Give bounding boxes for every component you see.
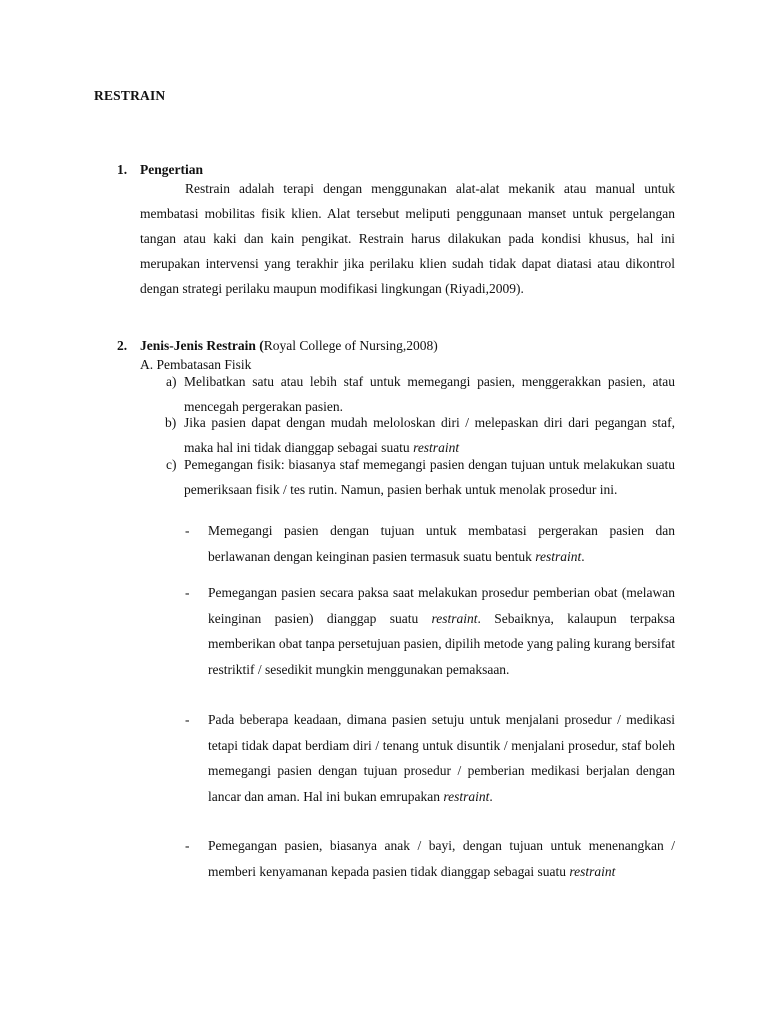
- dash-1-body: Memegangi pasien dengan tujuan untuk membatasi pergerakan pasien dan berlawanan dengan keinginan pasien termasuk suatu bentuk: [208, 523, 675, 564]
- dash-4-body: Pemegangan pasien, biasanya anak / bayi, dengan tujuan untuk menenangkan / memberi kenyamanan kepada pasien tidak dianggap sebagai suatu: [208, 838, 675, 879]
- dash-2-body: Pemegangan pasien secara paksa saat melakukan prosedur pemberian obat (melawan keinginan pasien) dianggap suatu: [208, 585, 675, 626]
- dash-3-emphasis: restraint: [443, 788, 490, 804]
- item-a-marker: a): [166, 374, 177, 389]
- section-2-heading-text: Jenis-Jenis Restrain (: [140, 338, 264, 353]
- item-c-marker: c): [166, 457, 177, 472]
- dash-1-text: [208, 518, 675, 569]
- dash-1-end: .: [581, 548, 585, 564]
- item-b-marker: b): [165, 415, 177, 430]
- item-b-emphasis: restraint: [413, 440, 460, 455]
- dash-2-text: [208, 580, 675, 682]
- dash-2-body-end: . Sebaiknya, kalaupun terpaksa memberikan obat tanpa persetujuan pasien, dipilih metode yang paling kurang bersifat restriktif / sesedikit mungkin menggunakan pemaksaan.: [208, 610, 675, 677]
- dash-3-body: Pada beberapa keadaan, dimana pasien setuju untuk menjalani prosedur / medikasi tetapi tidak dapat berdiam diri / tenang untuk disuntik / menjalani prosedur, staf boleh memegangi pasien dengan tujuan prosedur / pemberian medikasi berjalan dengan lancar dan aman. Hal ini bukan emrupakan: [208, 712, 675, 804]
- dash-1-emphasis: restraint: [535, 548, 582, 564]
- item-c-text: Pemegangan fisik: biasanya staf memegangi pasien dengan tujuan untuk melakukan suatu pemeriksaan fisik / tes rutin. Namun, pasien berhak untuk menolak prosedur ini.: [184, 457, 675, 497]
- section-2-source: Royal College of Nursing,2008): [263, 338, 438, 353]
- dash-2-emphasis: restraint: [431, 610, 478, 626]
- document-title: RESTRAIN: [94, 88, 166, 103]
- section-2-number: 2.: [117, 338, 128, 353]
- section-2-heading: [140, 338, 438, 354]
- dash-4-text: [208, 833, 675, 884]
- dash-3-text: [208, 707, 675, 809]
- dash-3-marker: -: [185, 712, 190, 727]
- dash-3-end: .: [489, 788, 493, 804]
- dash-1-marker: -: [185, 523, 190, 538]
- subsection-a-heading: A. Pembatasan Fisik: [140, 357, 252, 372]
- section-1-number: 1.: [117, 162, 128, 177]
- dash-2-marker: -: [185, 585, 190, 600]
- dash-4-emphasis: restraint: [569, 863, 616, 879]
- item-b-body: Jika pasien dapat dengan mudah meloloskan diri / melepaskan diri dari pegangan staf, maka hal ini tidak dianggap sebagai suatu: [184, 415, 675, 455]
- section-1-heading-text: Pengertian: [140, 162, 203, 177]
- section-1-paragraph: Restrain adalah terapi dengan menggunakan alat-alat mekanik atau manual untuk membatasi mobilitas fisik klien. Alat tersebut meliputi penggunaan manset untuk pergelangan tangan atau kaki dan kain pengikat. Restrain harus dilakukan pada kondisi khusus, hal ini merupakan intervensi yang terakhir jika perilaku klien sudah tidak dapat diatasi atau dikontrol dengan strategi perilaku maupun modifikasi lingkungan (Riyadi,2009).: [140, 181, 675, 296]
- item-a-text: Melibatkan satu atau lebih staf untuk memegangi pasien, menggerakkan pasien, atau mencegah pergerakan pasien.: [184, 374, 675, 414]
- dash-4-marker: -: [185, 838, 190, 853]
